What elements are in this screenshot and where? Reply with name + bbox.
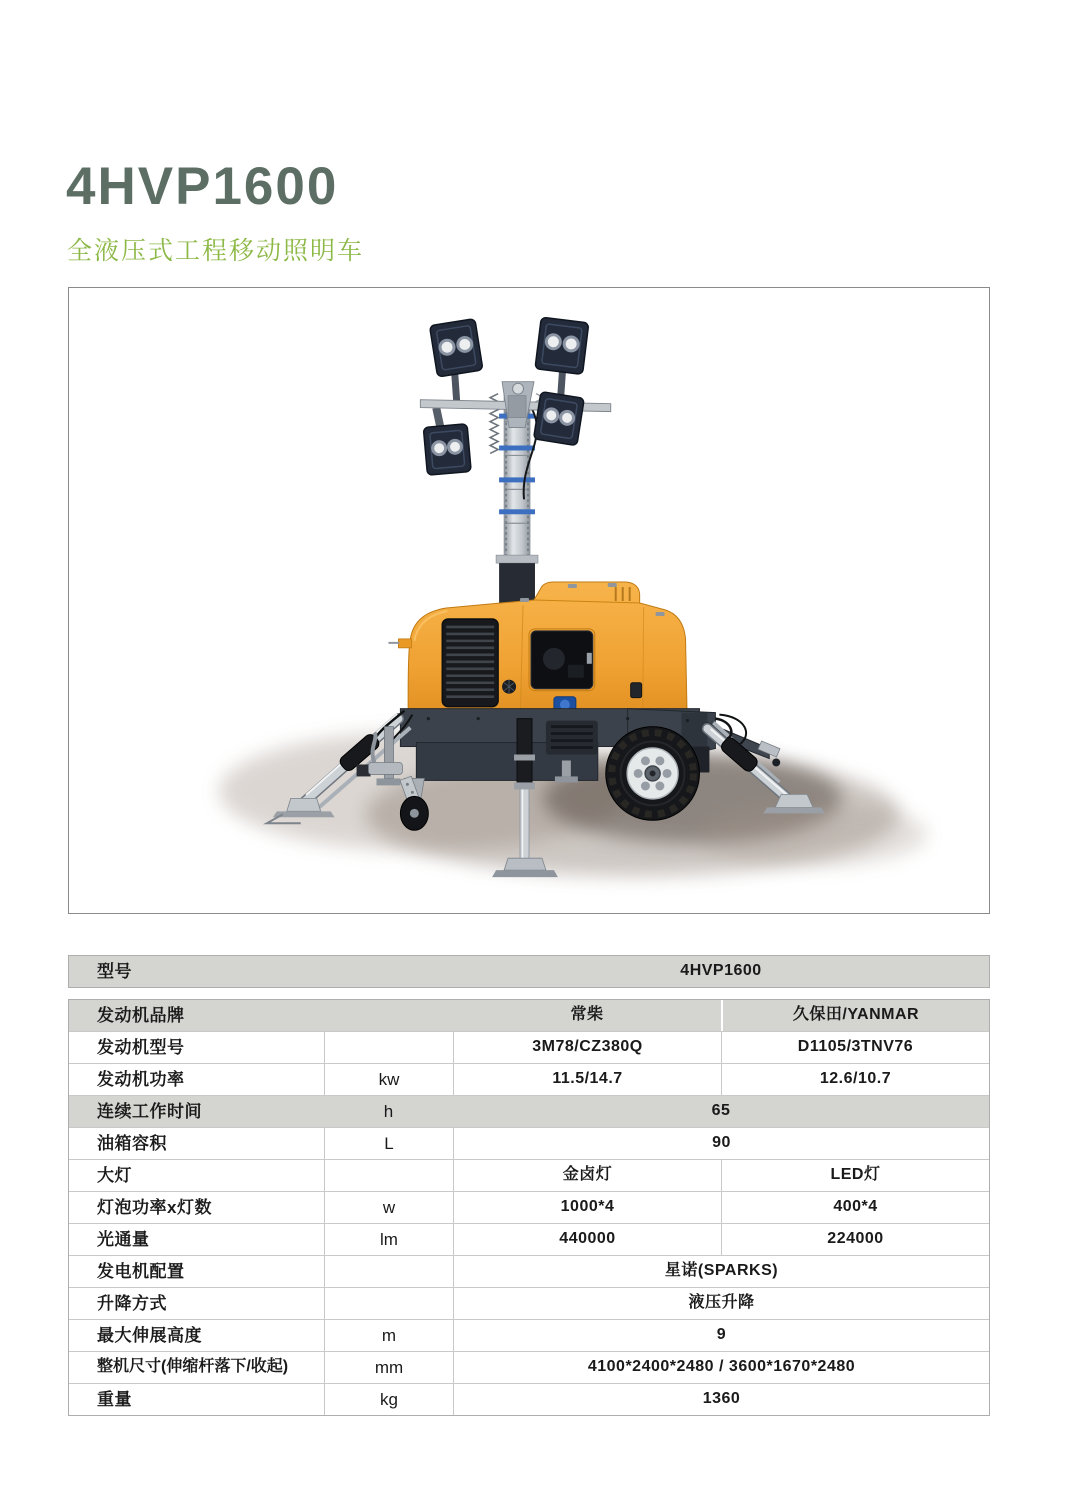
spec-label: 发动机功率 (97, 1069, 185, 1089)
spec-label: 油箱容积 (97, 1133, 167, 1153)
spec-value: 液压升降 (453, 1288, 989, 1319)
floodlight-icon (423, 424, 471, 475)
spec-value: D1105/3TNV76 (721, 1032, 989, 1063)
spec-row (69, 1000, 989, 1031)
lighting-tower-illustration (69, 288, 989, 913)
product-photo-frame (68, 287, 990, 914)
spec-value: 11.5/14.7 (453, 1064, 721, 1095)
spec-value: 久保田/YANMAR (721, 1000, 989, 1031)
spec-row (69, 956, 989, 987)
spec-label: 大灯 (97, 1165, 132, 1185)
spec-label: 连续工作时间 (97, 1101, 202, 1121)
spec-row (69, 1127, 989, 1159)
spec-unit: mm (324, 1352, 453, 1383)
spec-value: 3M78/CZ380Q (453, 1032, 721, 1063)
spec-value: 金卤灯 (453, 1160, 721, 1191)
spec-label: 灯泡功率x灯数 (97, 1197, 212, 1217)
spec-table (68, 955, 990, 1416)
spec-row (69, 1383, 989, 1415)
spec-row (69, 1063, 989, 1095)
spec-value: LED灯 (721, 1160, 989, 1191)
spec-value: 90 (453, 1128, 989, 1159)
spec-value: 224000 (721, 1224, 989, 1255)
spec-value: 9 (453, 1320, 989, 1351)
spec-label: 升降方式 (97, 1293, 167, 1313)
spec-row (69, 1191, 989, 1223)
spec-row (69, 1031, 989, 1063)
spec-unit (324, 1032, 453, 1063)
spec-label: 重量 (97, 1389, 132, 1409)
spec-label: 发动机品牌 (97, 1005, 185, 1025)
page-title: 4HVP1600 (66, 157, 339, 216)
spec-value: 1360 (453, 1384, 989, 1415)
spec-row (69, 1159, 989, 1191)
spec-row (69, 1223, 989, 1255)
spec-unit: kg (324, 1384, 453, 1415)
spec-unit (324, 956, 453, 987)
spec-unit: h (383, 1101, 394, 1121)
spec-value: 星诺(SPARKS) (453, 1256, 989, 1287)
spec-row (69, 1255, 989, 1287)
spec-table-model-block (68, 955, 990, 988)
spec-value: 常柴 (570, 1006, 604, 1024)
spec-unit (324, 1000, 453, 1031)
spec-row (69, 1287, 989, 1319)
spec-value: 4HVP1600 (680, 962, 762, 980)
spec-unit: L (324, 1128, 453, 1159)
spec-row (69, 1319, 989, 1351)
spec-value: 12.6/10.7 (721, 1064, 989, 1095)
spec-row (69, 1351, 989, 1383)
floodlight-icon (535, 317, 589, 374)
spec-label: 最大伸展高度 (97, 1325, 202, 1345)
spec-value: 1000*4 (453, 1192, 721, 1223)
spec-unit (324, 1256, 453, 1287)
spec-label: 型号 (97, 961, 132, 981)
page-subtitle: 全液压式工程移动照明车 (67, 237, 365, 265)
spec-unit: m (324, 1320, 453, 1351)
spec-value: 400*4 (721, 1192, 989, 1223)
spec-table-body (68, 999, 990, 1416)
spec-unit: w (324, 1192, 453, 1223)
spec-unit (324, 1288, 453, 1319)
spec-unit: kw (324, 1064, 453, 1095)
spec-label: 发动机型号 (97, 1037, 185, 1057)
floodlight-icon (534, 392, 585, 446)
spec-unit: lm (324, 1224, 453, 1255)
wheel (606, 727, 700, 821)
spec-row (69, 1095, 989, 1127)
spec-value: 4100*2400*2480 / 3600*1670*2480 (453, 1352, 989, 1383)
spec-value: 440000 (453, 1224, 721, 1255)
floodlight-icon (430, 319, 483, 377)
spec-label: 光通量 (97, 1229, 150, 1249)
spec-value: 65 (711, 1102, 731, 1120)
spec-unit (324, 1160, 453, 1191)
spec-label: 整机尺寸(伸缩杆落下/收起) (97, 1358, 289, 1376)
spec-label: 发电机配置 (97, 1261, 185, 1281)
